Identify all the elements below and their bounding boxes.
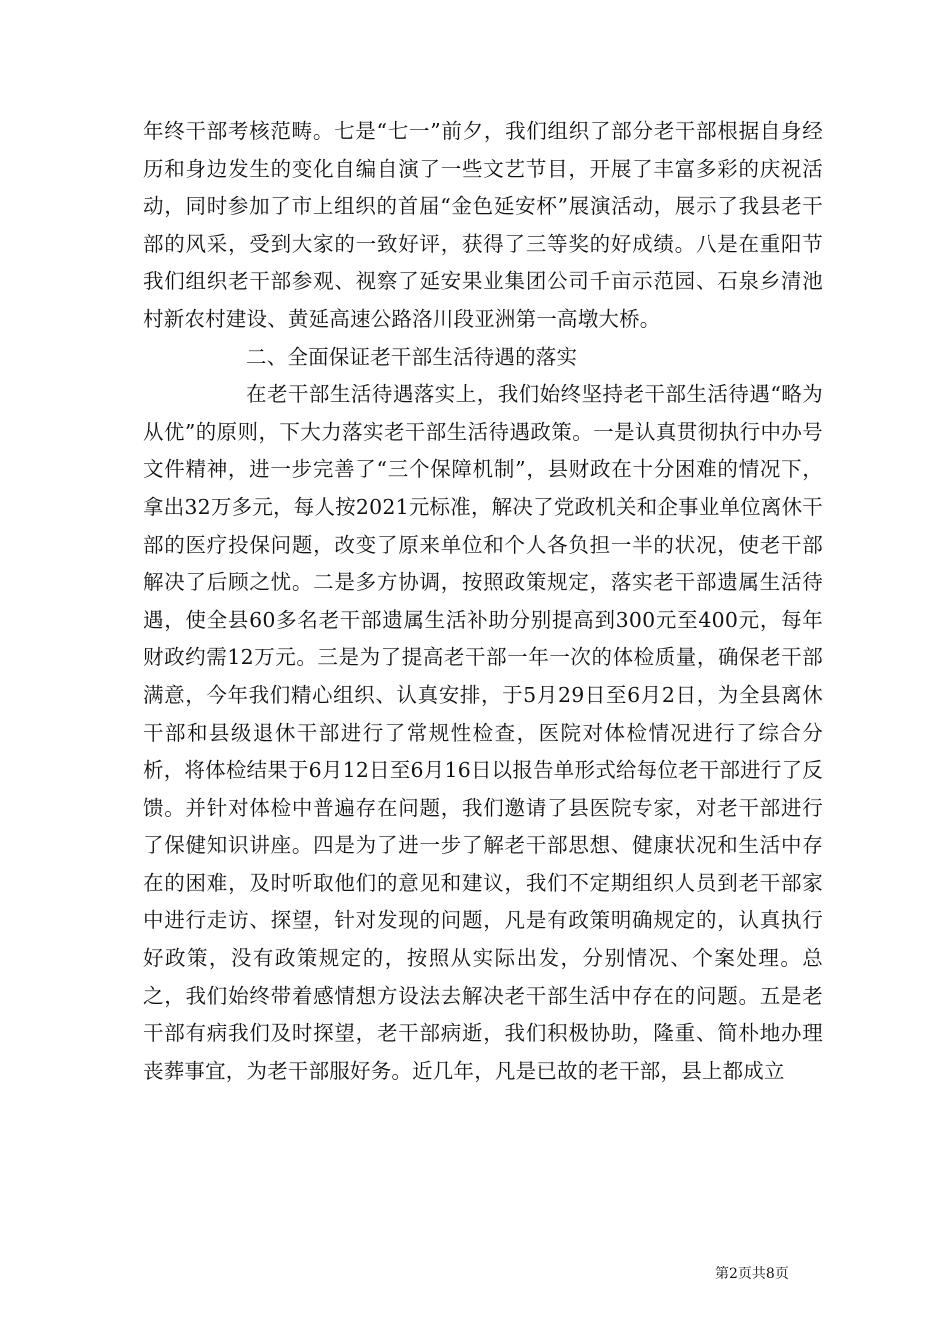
page-number: 第2页共8页 xyxy=(715,1266,789,1282)
document-body xyxy=(143,113,823,1090)
body-paragraph: 年终干部考核范畴。七是“七一”前夕，我们组织了部分老干部根据自身经历和身边发生的变化自编自演了一些文艺节目，开展了丰富多彩的庆祝活动，同时参加了市上组织的首届“金色延安杯”展演活动，展示了我县老干部的风采，受到大家的一致好评，获得了三等奖的好成绩。八是在重阳节我们组织老干部参观、视察了延安果业集团公司千亩示范园、石泉乡清池村新农村建设、黄延高速公路洛川段亚洲第一高墩大桥。 xyxy=(143,119,823,331)
section-heading: 二、全面保证老干部生活待遇的落实 xyxy=(246,344,578,369)
body-paragraph: 在老干部生活待遇落实上，我们始终坚持老干部生活待遇“略为从优”的原则，下大力落实老干部生活待遇政策。一是认真贯彻执行中办号文件精神，进一步完善了“三个保障机制”，县财政在十分困难的情况下，拿出32万多元，每人按2021元标准，解决了党政机关和企事业单位离休干部的医疗投保问题，改变了原来单位和个人各负担一半的状况，使老干部解决了后顾之忧。二是多方协调，按照政策规定，落实老干部遗属生活待遇，使全县60多名老干部遗属生活补助分别提高到300元至400元，每年财政约需12万元。三是为了提高老干部一年一次的体检质量，确保老干部满意，今年我们精心组织、认真安排，于5月29日至6月2日，为全县离休干部和县级退休干部进行了常规性检查，医院对体检情况进行了综合分析，将体检结果于6月12日至6月16日以报告单形式给每位老干部进行了反馈。并针对体检中普遍存在问题，我们邀请了县医院专家，对老干部进行了保健知识讲座。四是为了进一步了解老干部思想、健康状况和生活中存在的困难，及时听取他们的意见和建议，我们不定期组织人员到老干部家中进行走访、探望，针对发现的问题，凡是有政策明确规定的，认真执行好政策，没有政策规定的，按照从实际出发，分别情况、个案处理。总之，我们始终带着感情想方设法去解决老干部生活中存在的问题。五是老干部有病我们及时探望，老干部病逝，我们积极协助，隆重、简朴地办理丧葬事宜，为老干部服好务。近几年，凡是已故的老干部，县上都成立 xyxy=(143,382,823,1083)
